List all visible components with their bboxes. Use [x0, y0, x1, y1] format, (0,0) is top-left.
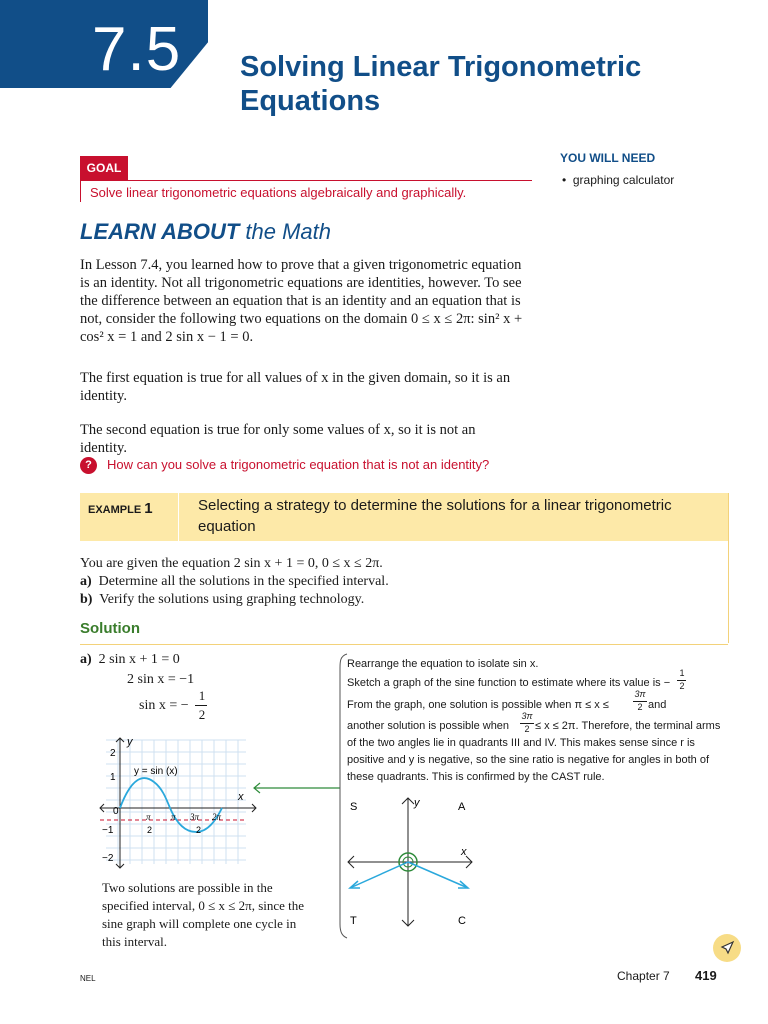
title-line-1: Solving Linear Trigonometric — [240, 51, 642, 83]
solution-part-a: a) 2 sin x + 1 = 0 — [80, 652, 180, 667]
note-3-and: and — [648, 699, 667, 711]
x-label-den-2: 2 — [196, 825, 202, 835]
you-will-need-heading: YOU WILL NEED — [560, 151, 656, 165]
solution-heading: Solution — [80, 620, 140, 637]
footer-chapter: Chapter 7 — [617, 969, 670, 983]
x-label-den-1: 2 — [147, 825, 153, 835]
cast-diagram — [344, 796, 484, 932]
note-4-den: 2 — [524, 724, 530, 734]
learn-about-heading: LEARN ABOUT the Math — [80, 219, 332, 244]
note-3-num: 3π — [634, 689, 646, 699]
note-3-den: 2 — [637, 702, 643, 712]
y-tick-neg-1: −1 — [102, 825, 114, 836]
note-2: Sketch a graph of the sine function to estimate where its value is − — [347, 677, 671, 689]
note-3: From the graph, one solution is possible when π ≤ x ≤ — [347, 699, 609, 711]
given-part-a: a) Determine all the solutions in the specified interval. — [80, 574, 389, 589]
note-2-num: 1 — [679, 668, 685, 678]
y-tick-1: 1 — [110, 772, 116, 783]
question-icon: ? — [80, 457, 97, 474]
intro-paragraph-3: The second equation is true for only some values of x, so it is not an identity. — [80, 422, 476, 456]
goal-tag: GOAL — [80, 156, 128, 180]
you-will-need-item: • graphing calculator — [562, 173, 675, 187]
solution-eq-2: 2 sin x = −1 — [127, 672, 195, 687]
graph-x-label: x — [238, 791, 244, 803]
example-separator — [178, 493, 179, 541]
solution-eq-3-den: 2 — [198, 707, 206, 722]
y-tick-0: 0 — [113, 806, 119, 817]
cast-label-s: S — [350, 801, 358, 813]
pointer-arrow-icon — [250, 778, 342, 798]
fraction-bar — [195, 705, 207, 706]
x-label-2pi: 2π — [212, 812, 222, 822]
intro-paragraph-1: In Lesson 7.4, you learned how to prove that a given trigonometric equation is an identity. Not all trigonometric equations are identities, however. To see the difference between an equation that is an identity and an equation that is not, consider the following two equations on the domain 0 ≤ x ≤ 2π: sin² x + cos² x = 1 and 2 sin x − 1 = 0. — [80, 257, 523, 345]
note-4-cont: ≤ x ≤ 2π. Therefore, the terminal arms of the two angles lie in quadrants III and IV. This makes sense since r is positive and y is negative, so the sine ratio is negative for angles in both of these quadrants. This is confirmed by the CAST rule. — [347, 720, 721, 783]
pointer-cursor-icon[interactable] — [713, 934, 741, 962]
y-tick-neg-2: −2 — [102, 853, 114, 864]
cast-x-label: x — [461, 846, 467, 858]
goal-vertical-bar — [80, 180, 81, 202]
y-tick-2: 2 — [110, 748, 116, 759]
note-4: another solution is possible when — [347, 720, 510, 732]
cast-label-c: C — [458, 915, 466, 927]
note-1: Rearrange the equation to isolate sin x. — [347, 658, 539, 670]
graph-explanation: Two solutions are possible in the specified interval, 0 ≤ x ≤ 2π, since the sine graph will complete one cycle in this interval. — [102, 880, 305, 949]
footer-page-number: 419 — [695, 968, 717, 983]
bullet-icon: • — [562, 173, 573, 187]
example-right-border — [728, 493, 729, 643]
section-number: 7.5 — [92, 15, 182, 84]
page-title — [240, 50, 641, 118]
goal-divider — [80, 180, 532, 181]
solution-eq-3-num: 1 — [198, 688, 206, 703]
graph-func-label: y = sin (x) — [134, 766, 178, 777]
cast-y-label: y — [414, 797, 420, 809]
given-part-b: b) Verify the solutions using graphing technology. — [80, 592, 365, 607]
x-label-pi: π — [171, 812, 176, 822]
note-2-den: 2 — [679, 681, 685, 691]
graph-y-label: y — [127, 736, 133, 748]
footer-nel: NEL — [80, 974, 96, 983]
cast-label-t: T — [350, 915, 357, 927]
given-equation: You are given the equation 2 sin x + 1 = 0, 0 ≤ x ≤ 2π. — [80, 556, 383, 571]
x-label-pi-over-2: π — [146, 812, 151, 822]
x-label-3pi-over-2: 3π — [190, 812, 200, 822]
intro-paragraph-2: The first equation is true for all values of x in the given domain, so it is an identity. — [80, 370, 511, 404]
example-title: Selecting a strategy to determine the solutions for a linear trigonometric equation — [198, 497, 672, 535]
note-4-num: 3π — [521, 711, 533, 721]
example-label: EXAMPLE 1 — [88, 500, 153, 517]
solution-eq-3: sin x = − — [139, 698, 189, 713]
goal-text: Solve linear trigonometric equations algebraically and graphically. — [90, 185, 467, 200]
solution-divider — [80, 644, 728, 645]
sine-graph — [96, 736, 264, 876]
cast-label-a: A — [458, 801, 466, 813]
terminal-arms — [350, 862, 468, 888]
question-text: How can you solve a trigonometric equation that is not an identity? — [107, 457, 490, 472]
title-line-2: Equations — [240, 85, 381, 117]
